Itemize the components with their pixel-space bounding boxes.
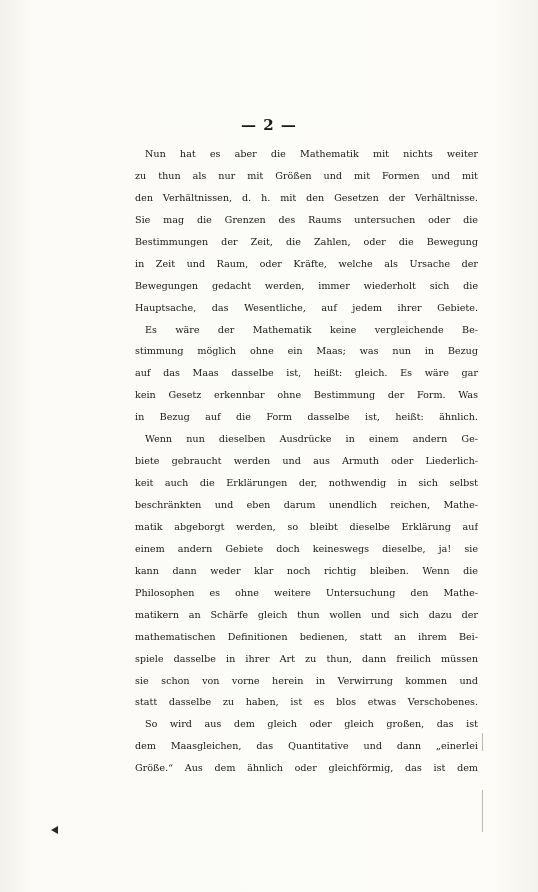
text-line: in Bezug auf die Form dasselbe ist, heißt: ähnlich. xyxy=(135,412,478,424)
body-text xyxy=(135,144,478,780)
right-edge-mark xyxy=(482,733,483,751)
text-line: Hauptsache, das Wesentliche, auf jedem ihrer Gebiete. xyxy=(135,302,478,314)
page-number: — 2 — xyxy=(241,116,297,134)
text-line: biete gebraucht werden und aus Armuth oder Liederlich- xyxy=(135,456,478,468)
text-line: sie schon von vorne herein in Verwirrung kommen und xyxy=(135,675,478,687)
text-line: mathematischen Definitionen bedienen, statt an ihrem Bei- xyxy=(135,631,478,643)
text-line: Größe.“ Aus dem ähnlich oder gleichförmig, das ist dem xyxy=(135,763,478,775)
text-line: matik abgeborgt werden, so bleibt dieselbe Erklärung auf xyxy=(135,521,478,533)
text-line: einem andern Gebiete doch keineswegs dieselbe, ja! sie xyxy=(135,543,478,555)
text-line: Philosophen es ohne weitere Untersuchung den Mathe- xyxy=(135,587,478,599)
text-line: Wenn nun dieselben Ausdrücke in einem andern Ge- xyxy=(145,434,478,446)
text-line: in Zeit und Raum, oder Kräfte, welche als Ursache der xyxy=(135,258,478,270)
text-line: kann dann weder klar noch richtig bleiben. Wenn die xyxy=(135,565,478,577)
text-line: zu thun als nur mit Größen und mit Formen und mit xyxy=(135,170,478,182)
text-line: Bestimmungen der Zeit, die Zahlen, oder die Bewegung xyxy=(135,236,478,248)
right-edge-mark xyxy=(482,790,483,832)
text-line: den Verhältnissen, d. h. mit den Gesetzen der Verhältnisse. xyxy=(135,192,478,204)
text-line: matikern an Schärfe gleich thun wollen und sich dazu der xyxy=(135,609,478,621)
text-line: Es wäre der Mathematik keine vergleichende Be- xyxy=(145,324,478,336)
text-line: spiele dasselbe in ihrer Art zu thun, dann freilich müssen xyxy=(135,653,478,665)
text-line: Nun hat es aber die Mathematik mit nichts weiter xyxy=(145,149,478,160)
text-line: kein Gesetz erkennbar ohne Bestimmung der Form. Was xyxy=(135,390,478,402)
text-line: Sie mag die Grenzen des Raums untersuchen oder die xyxy=(135,214,478,226)
text-line: stimmung möglich ohne ein Maas; was nun in Bezug xyxy=(135,346,478,358)
text-line: beschränkten und eben darum unendlich reichen, Mathe- xyxy=(135,500,478,511)
text-line: keit auch die Erklärungen der, nothwendig in sich selbst xyxy=(135,478,478,490)
corner-marker xyxy=(51,826,58,834)
text-line: dem Maasgleichen, das Quantitative und dann „einerlei xyxy=(135,741,478,753)
text-line: So wird aus dem gleich oder gleich großen, das ist xyxy=(145,719,478,731)
text-line: auf das Maas dasselbe ist, heißt: gleich. Es wäre gar xyxy=(135,368,478,380)
text-line: statt dasselbe zu haben, ist es blos etwas Verschobenes. xyxy=(135,697,478,709)
text-line: Bewegungen gedacht werden, immer wiederholt sich die xyxy=(135,280,478,292)
